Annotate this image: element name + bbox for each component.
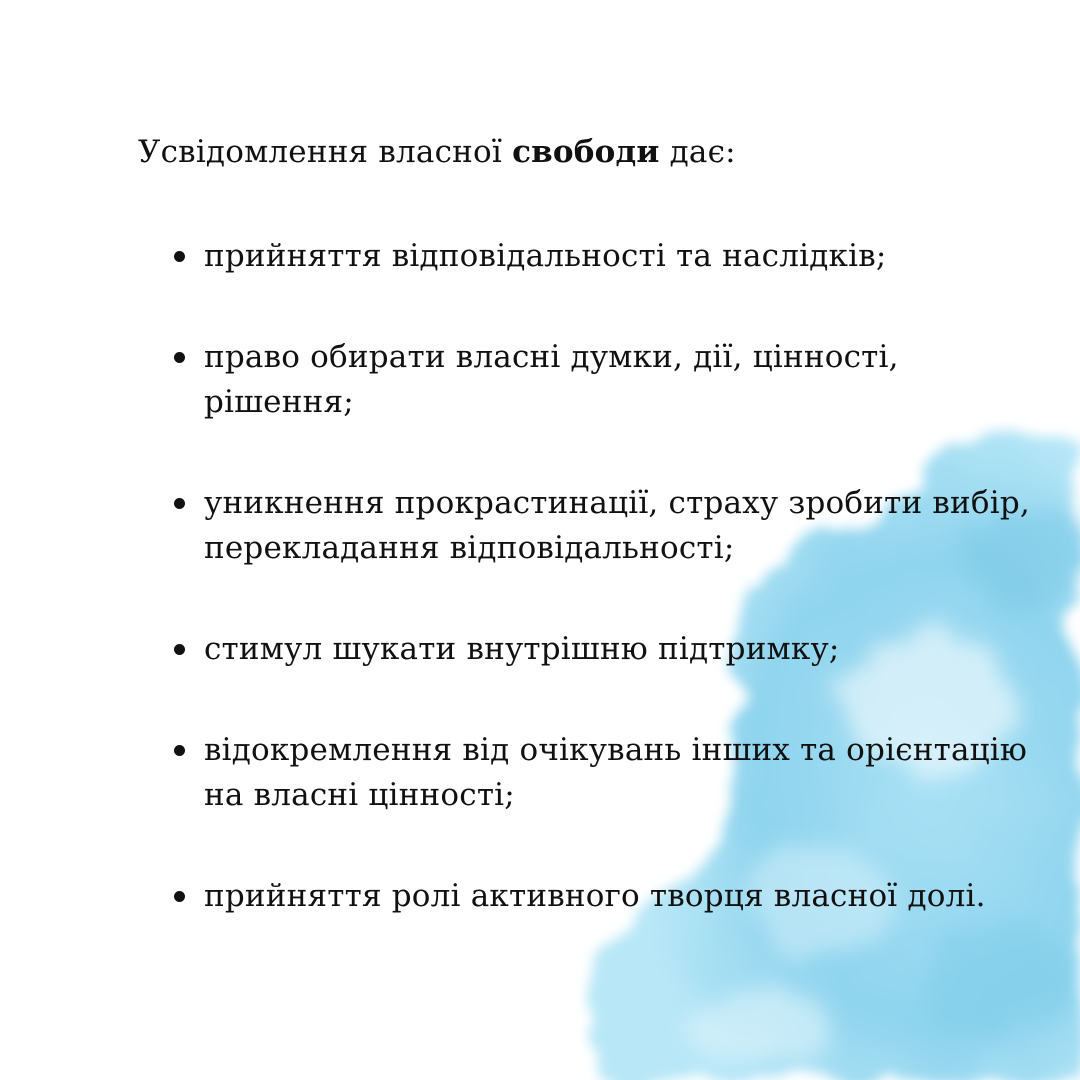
bullet-dot-icon <box>174 352 185 363</box>
list-item-text: право обирати власні думки, дії, цінності, рішення; <box>204 339 899 420</box>
list-item <box>138 335 1038 425</box>
list-item-text: прийняття ролі активного творця власної долі. <box>204 878 986 914</box>
intro-text-before: Усвідомлення власної <box>138 134 513 170</box>
bullet-dot-icon <box>174 498 185 509</box>
bullet-dot-icon <box>174 745 185 756</box>
list-item-text: уникнення прокрастинації, страху зробити вибір, перекладання відповідальності; <box>204 485 1030 566</box>
bullet-dot-icon <box>174 891 185 902</box>
bullet-dot-icon <box>174 251 185 262</box>
main-content <box>138 128 1038 975</box>
intro-bold-word: свободи <box>512 134 660 170</box>
bullet-dot-icon <box>174 644 185 655</box>
benefits-list <box>138 234 1038 919</box>
list-item <box>138 874 1038 919</box>
intro-text-after: дає: <box>659 134 736 170</box>
list-item-text: прийняття відповідальності та наслідків; <box>204 238 887 274</box>
list-item-text: стимул шукати внутрішню підтримку; <box>204 631 840 667</box>
list-item-text: відокремлення від очікувань інших та орієнтацію на власні цінності; <box>204 732 1028 813</box>
list-item <box>138 728 1038 818</box>
list-item <box>138 481 1038 571</box>
intro-heading <box>138 128 1038 176</box>
list-item <box>138 627 1038 672</box>
list-item <box>138 234 1038 279</box>
